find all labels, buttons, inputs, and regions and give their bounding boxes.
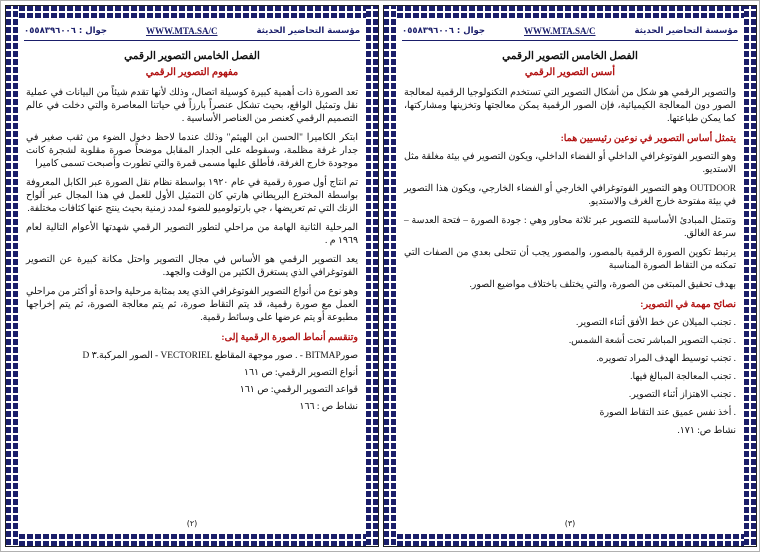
paragraph: وهو نوع من أنواع التصوير الفوتوغرافي الذي يعد بمثابة مرحلية واحدة أو أكثر من مراحلي العمل مع صورة رقمية، قد يتم التقاط صورة، ثم يتم معالجة الصورة، ثم يتم إخراجها مطبوعة أو يتم عرضها على وسائط رقمية.	[26, 287, 358, 323]
paragraph: ابتكر الكاميرا "الحسن ابن الهيثم" وذلك عندما لاحظ دخول الضوء من ثقب صغير في جدار غرفة مظلمة، وسقوطه على الجدار المقابل موضحاً صورة مقلوبة لشجرة كانت موجودة خارج الغرفة، فأطلق عليها مسمى قمرة والتي تطورت وأصبحت تسمى كاميرا	[26, 133, 358, 169]
header-url[interactable]: WWW.MTA.SA/C	[145, 26, 218, 36]
tip-item: . أخذ نفس عميق عند التقاط الصورة	[599, 408, 736, 418]
page-left	[5, 5, 379, 547]
page-number: (٣)	[564, 519, 576, 528]
page-body	[404, 46, 736, 442]
reference-line: قواعد التصوير الرقمي: ص ١٦١	[239, 385, 358, 395]
paragraph: يرتبط تكوين الصورة الرقمية بالمصور، والمصور يجب أن تتحلى بعدي من الصفات التي تمكنه من التقاط الصورة المناسبة	[404, 248, 736, 271]
page-header	[24, 22, 360, 40]
activity-line: نشاط ص : ١٦٦	[299, 402, 358, 412]
tips-heading: نصائح مهمة في التصوير:	[640, 299, 736, 310]
paragraph: تعد الصورة ذات أهمية كبيرة كوسيلة اتصال، وذلك لأنها تقدم شيئاً من البيانات في عملية نقل وتمثيل الواقع، بحيث تشكل عنصراً بارزاً في حياتنا المعاصرة والتي دخلت في عالم التصميم الرقمي كعنصر من العناصر الأساسية .	[26, 88, 358, 124]
header-org: مؤسسة التحاضير الحديثة	[256, 26, 360, 36]
types-heading: يتمثل أساس التصوير في نوعين رئيسيين هما:	[560, 133, 736, 144]
header-phone: جوال : ٠٥٥٨٣٩٦٠٠٦	[402, 26, 485, 36]
paragraph: تم انتاج أول صورة رقمية في عام ١٩٢٠ بواسطة نظام نقل الصورة عبر الكابل المعروفة بواسطة المخترع البريطاني هارتي كان التمثيل الأول للعمل في هذا المجال عبر ألواح الزنك التي تم تعريضها ، جي بارتولوميو للضوء لمدد زمنية بحيث ينتج عنها كثافات مختلفة.	[26, 178, 358, 214]
chapter-title: الفصل الخامس التصوير الرقمي	[502, 51, 638, 62]
header-phone: جوال : ٠٥٥٨٣٩٦٠٠٦	[24, 26, 107, 36]
header-org: مؤسسة التحاضير الحديثة	[634, 26, 738, 36]
types-heading: وتنقسم أنماط الصورة الرقمية إلى:	[221, 332, 358, 343]
page-right	[383, 5, 757, 547]
section-title: أسس التصوير الرقمي	[524, 67, 616, 78]
paragraph: OUTDOOR وهو التصوير الفوتوغرافي الخارجي أو الفضاء الخارجي، ويكون هذا التصوير في بيئة مفتوحة خارج الغرف والاستديو.	[404, 184, 736, 207]
border-right	[744, 6, 756, 546]
paragraph: وهو التصوير الفوتوغرافي الداخلي أو الفضاء الداخلي، ويكون التصوير في بيئة مغلقة مثل الاستديو.	[404, 152, 736, 175]
page-header	[402, 22, 738, 40]
border-top	[6, 6, 378, 18]
border-left	[6, 6, 18, 546]
header-divider	[402, 40, 738, 41]
activity-line: نشاط ص: ١٧١.	[677, 426, 736, 436]
page-body	[26, 46, 358, 418]
section-title: مفهوم التصوير الرقمي	[145, 67, 239, 78]
tip-item: . تجنب المعالجة المبالغ فيها.	[630, 372, 736, 382]
paragraph: يعد التصوير الرقمي هو الأساس في مجال التصوير واحتل مكانة كبيرة عن التصوير الفوتوغرافي الذي يستغرق الكثير من الوقت والجهد.	[26, 255, 358, 278]
tip-item: . تجنب الميلان عن خط الأفق أثناء التصوير.	[575, 318, 736, 328]
border-bottom	[6, 534, 378, 546]
tip-item: . تجنب توسيط الهدف المراد تصويره.	[596, 354, 736, 364]
page-content	[398, 20, 742, 532]
header-url[interactable]: WWW.MTA.SA/C	[523, 26, 596, 36]
page-content	[20, 20, 364, 532]
border-right	[366, 6, 378, 546]
border-bottom	[384, 534, 756, 546]
paragraph: المرحلية الثانية الهامة من مراحلي لتطور التصوير الرقمي شهدتها الأعوام التالية لعام ١٩٦٩ م .	[26, 223, 358, 246]
reference-line: أنواع التصوير الرقمي: ص ١٦١	[243, 368, 358, 378]
paragraph: وتتمثل المبادئ الأساسية للتصوير عبر ثلاثة محاور وهي : جودة الصورة – فتحة العدسة – سرعة الغالق.	[404, 216, 736, 239]
border-left	[384, 6, 396, 546]
border-top	[384, 6, 756, 18]
header-divider	[24, 40, 360, 41]
page-number: (٢)	[186, 519, 198, 528]
paragraph: بهدف تحقيق المبتغى من الصورة، والتي يختلف باختلاف مواضيع الصور.	[469, 280, 736, 290]
chapter-title: الفصل الخامس التصوير الرقمي	[124, 51, 260, 62]
tip-item: . تجنب الاهتزاز أثناء التصوير.	[628, 390, 736, 400]
tip-item: . تجنب التصوير المباشر تحت أشعة الشمس.	[568, 336, 736, 346]
types-line: صورBITMAP - . صور موجهة المقاطع VECTORIEL - الصور المركبة.٣ D	[82, 351, 358, 361]
intro-paragraph: والتصوير الرقمي هو شكل من أشكال التصوير التي تستخدم التكنولوجيا الرقمية لمعالجة الصور دون المعالجة الكيميائية، فإن الصور الرقمية يمكن معالجتها وتخزينها ومشاركتها، كما يمكن طباعتها.	[404, 88, 736, 124]
